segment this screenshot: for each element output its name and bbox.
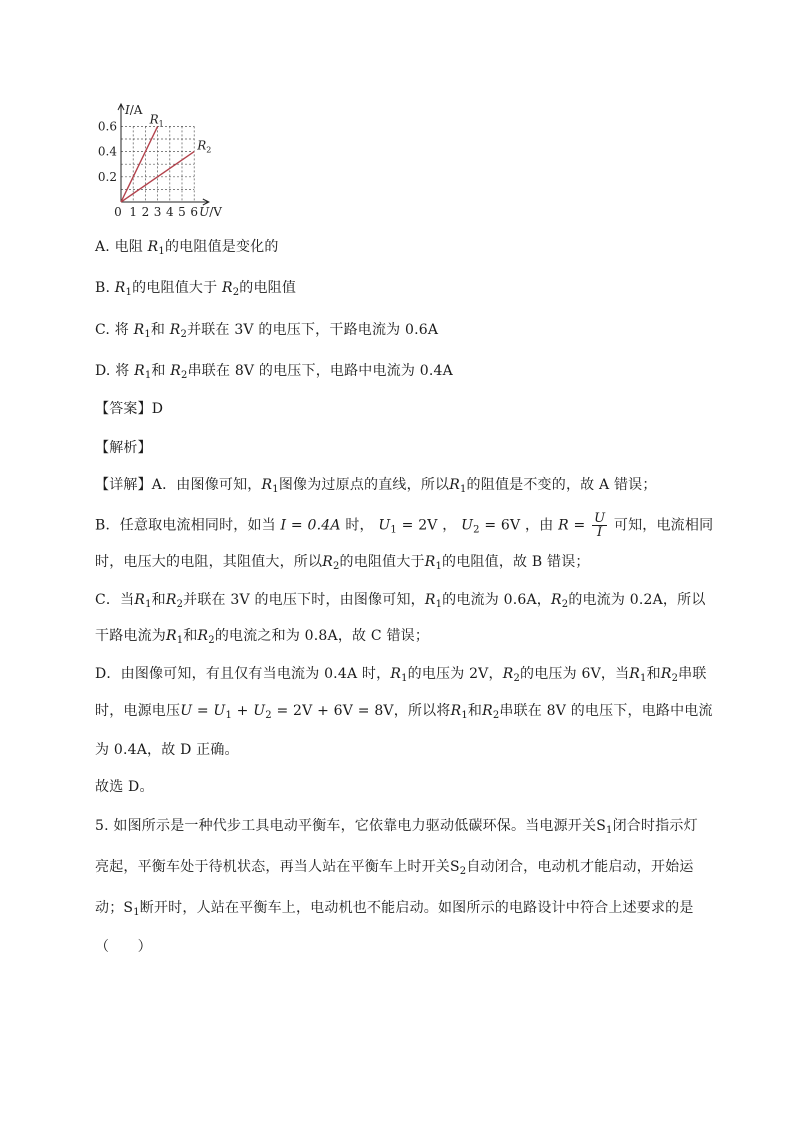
series-label-r2: $R_2$ — [197, 138, 212, 155]
y-tick-label: 0.6 — [97, 119, 117, 134]
question-5-line-4: （ ） — [95, 939, 152, 955]
explanation-line-6: D．由图像可知，有且仅有当电流为 0.4A 时，$R_1$的电压为 2V，$R_2$的电压为 6V，当$R_1$和$R_2$串联 — [95, 666, 707, 684]
explanation-line-9: 故选 D。 — [95, 779, 154, 795]
explanation-line-7: 时，电源电压$U = U_1 + U_2 = 2V + 6V = 8V$，所以将$R_1$和$R_2$串联在 8V 的电压下，电路中电流 — [95, 703, 713, 721]
x-tick-label: 3 — [153, 205, 162, 219]
answer: 【答案】D — [95, 401, 164, 417]
question-5-line-3: 动；$S_1$断开时，人站在平衡车上，电动机也不能启动。如图所示的电路设计中符合上述要求的是 — [95, 900, 694, 918]
explanation-line-4: C．当$R_1$和$R_2$并联在 3V 的电压下时，由图像可知，$R_1$的电流为 0.6A，$R_2$的电流为 0.2A，所以 — [95, 592, 706, 610]
question-5-line-1: 5. 如图所示是一种代步工具电动平衡车，它依靠电力驱动低碳环保。当电源开关$S_1$闭合时指示灯 — [95, 818, 698, 836]
option-d: D. 将 $R_1$和 $R_2$串联在 8V 的电压下，电路中电流为 0.4A — [95, 363, 453, 381]
x-tick-label: 4 — [165, 205, 174, 219]
option-a: A. 电阻 $R_1$的电阻值是变化的 — [95, 239, 279, 257]
y-axis-label: I/A — [125, 103, 143, 117]
explanation-line-8: 为 0.4A，故 D 正确。 — [95, 742, 239, 758]
explanation-line-5: 干路电流为$R_1$和$R_2$的电流之和为 0.8A，故 C 错误； — [95, 628, 430, 646]
x-tick-label: 5 — [178, 205, 186, 219]
fraction-u-over-i: $\frac{U}{I}$ — [594, 511, 606, 540]
y-tick-label: 0.4 — [97, 144, 117, 159]
explanation-line-2: B．任意取电流相同时，如当 I = 0.4A 时， $U_1 = 2V$ ， $U_2 = 6V$ ，由 R = $\frac{U}{I}$ 可知，电流相同 — [95, 511, 714, 540]
y-tick-label: 0.2 — [97, 169, 117, 184]
explanation-line-3: 时，电压大的电阻，其阻值大，所以$R_2$的电阻值大于$R_1$的电阻值，故 B 错误； — [95, 554, 590, 572]
explanation-line-1: 【详解】A．由图像可知，$R_1$图像为过原点的直线，所以$R_1$的阻值是不变的，故 A 错误； — [95, 477, 657, 495]
series-label-r1: $R_1$ — [149, 112, 164, 129]
question-5-line-2: 亮起，平衡车处于待机状态，再当人站在平衡车上时开关$S_2$自动闭合，电动机才能启动，开始运 — [95, 859, 694, 877]
x-tick-label: 6 — [190, 205, 199, 219]
analysis-title: 【解析】 — [95, 440, 152, 456]
x-tick-label: 1 — [129, 205, 138, 219]
x-tick-label: 0 — [114, 205, 122, 219]
option-b: B. $R_1$的电阻值大于 $R_2$的电阻值 — [95, 280, 297, 298]
option-c: C. 将 $R_1$和 $R_2$并联在 3V 的电压下，干路电流为 0.6A — [95, 322, 439, 340]
i-u-chart — [94, 102, 274, 222]
x-axis-label: U/V — [199, 205, 222, 219]
x-tick-label: 2 — [141, 205, 150, 219]
chart-grid — [121, 126, 194, 202]
